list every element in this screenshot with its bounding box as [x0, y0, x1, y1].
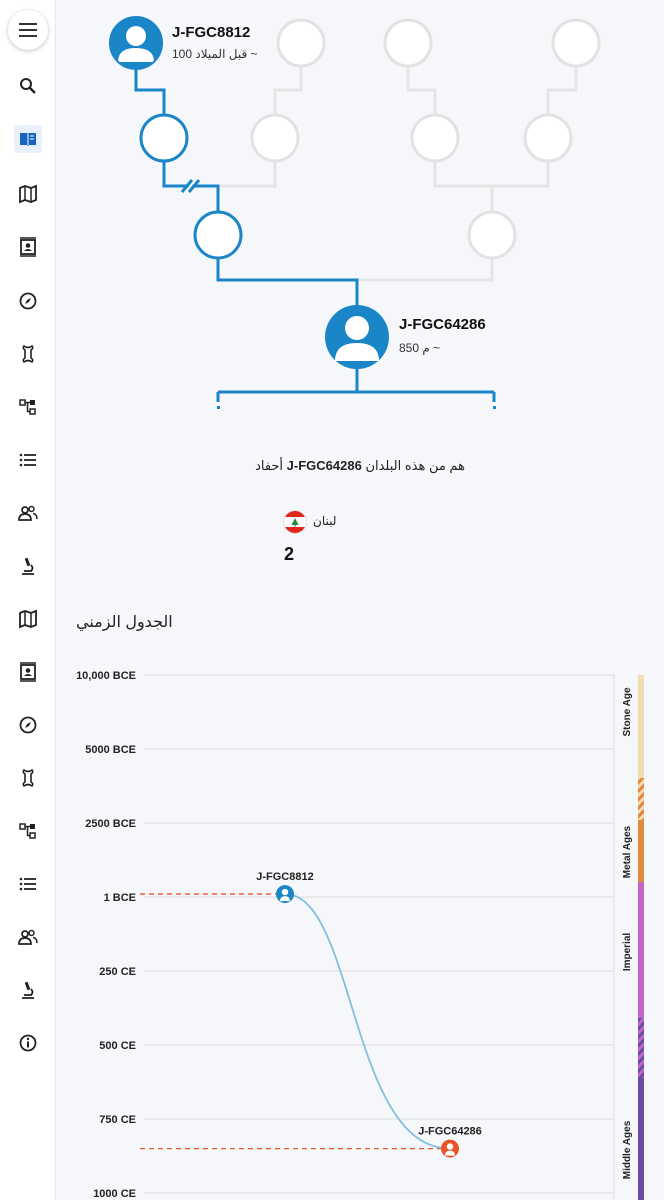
compass-icon — [18, 291, 38, 311]
sidebar-item-bone-13[interactable] — [14, 764, 42, 792]
timeline-point-head — [282, 889, 288, 895]
ancestor-date: قبل الميلاد 100 ~ — [172, 47, 258, 61]
book-icon — [18, 129, 38, 149]
sidebar-item-people-8[interactable] — [14, 499, 42, 527]
sidebar-item-list-15[interactable] — [14, 870, 42, 898]
timeline-era-label: Middle Ages — [622, 1120, 633, 1180]
timeline-tick-label: 750 CE — [99, 1114, 136, 1126]
contact-card-icon — [18, 237, 38, 257]
sidebar-item-compass-4[interactable] — [14, 287, 42, 315]
people-icon — [18, 927, 38, 947]
hamburger-icon — [18, 22, 38, 38]
timeline-era-band — [638, 1018, 644, 1078]
people-icon — [18, 503, 38, 523]
timeline-tick-label: 1 BCE — [103, 892, 136, 904]
sidebar-item-microscope-9[interactable] — [14, 552, 42, 580]
countries-title — [56, 458, 664, 474]
compass-icon — [18, 715, 38, 735]
timeline-tick-label: 10,000 BCE — [76, 670, 136, 682]
countries-title-haplogroup: J-FGC64286 — [286, 458, 362, 473]
microscope-icon — [18, 980, 38, 1000]
timeline-era-label: Imperial — [622, 932, 633, 972]
sidebar-item-bone-5[interactable] — [14, 340, 42, 368]
country-count: 2 — [284, 544, 295, 564]
sidebar-item-contact-card-11[interactable] — [14, 658, 42, 686]
ancestor-avatar[interactable] — [110, 17, 162, 69]
map-icon — [18, 609, 38, 629]
lineage-tree — [56, 0, 664, 440]
bone-icon — [18, 344, 38, 364]
timeline-era-label: Stone Age — [622, 687, 633, 737]
sidebar-item-info-18[interactable] — [14, 1029, 42, 1057]
contact-card-icon — [18, 662, 38, 682]
timeline-lineage-curve — [285, 894, 450, 1149]
lebanon-flag-icon — [284, 511, 306, 533]
descendant-avatar[interactable] — [325, 305, 389, 369]
sidebar-item-tree-diagram-6[interactable] — [14, 393, 42, 421]
descendant-name[interactable]: J-FGC64286 — [399, 316, 486, 333]
sidebar-item-book-1[interactable] — [14, 125, 42, 153]
country-name: لبنان — [313, 514, 337, 528]
countries-title-prefix: هم من هذه البلدان — [365, 458, 465, 473]
info-icon — [18, 1033, 38, 1053]
timeline-era-band — [638, 1078, 644, 1200]
sidebar-item-search-0[interactable] — [14, 72, 42, 100]
timeline-tick-label: 5000 BCE — [85, 744, 136, 756]
timeline-era-band — [638, 820, 644, 882]
sidebar-item-microscope-17[interactable] — [14, 976, 42, 1004]
timeline-point-label: J-FGC8812 — [256, 871, 314, 884]
sidebar-item-contact-card-3[interactable] — [14, 233, 42, 261]
sidebar — [0, 0, 56, 1200]
sidebar-item-map-10[interactable] — [14, 605, 42, 633]
timeline-title: الجدول الزمني — [76, 614, 173, 631]
menu-button[interactable] — [8, 10, 48, 50]
microscope-icon — [18, 556, 38, 576]
timeline-tick-label: 2500 BCE — [85, 818, 136, 830]
countries-title-suffix: أحفاد — [255, 458, 284, 473]
timeline-graphic — [56, 650, 664, 1200]
sidebar-item-people-16[interactable] — [14, 923, 42, 951]
timeline-era-label: Metal Ages — [622, 825, 633, 879]
tree-graphic — [56, 0, 664, 440]
search-icon — [18, 76, 38, 96]
tree-diagram-icon — [18, 821, 38, 841]
sidebar-item-compass-12[interactable] — [14, 711, 42, 739]
timeline-era-band — [638, 882, 644, 1018]
sidebar-item-tree-diagram-14[interactable] — [14, 817, 42, 845]
map-icon — [18, 184, 38, 204]
tree-diagram-icon — [18, 397, 38, 417]
timeline-tick-label: 500 CE — [99, 1040, 136, 1052]
timeline-era-band — [638, 778, 644, 820]
timeline-tick-label: 250 CE — [99, 966, 136, 978]
countries-section — [56, 440, 664, 590]
sidebar-item-list-7[interactable] — [14, 446, 42, 474]
list-icon — [18, 874, 38, 894]
timeline-chart — [56, 650, 664, 1200]
timeline-point-head — [447, 1143, 453, 1149]
sidebar-item-map-2[interactable] — [14, 180, 42, 208]
ancestor-name[interactable]: J-FGC8812 — [172, 24, 251, 41]
timeline-tick-label: 1000 CE — [93, 1188, 136, 1200]
descendant-date: م 850 ~ — [399, 341, 441, 355]
list-icon — [18, 450, 38, 470]
timeline-era-band — [638, 675, 644, 778]
bone-icon — [18, 768, 38, 788]
timeline-point-label: J-FGC64286 — [418, 1125, 482, 1138]
